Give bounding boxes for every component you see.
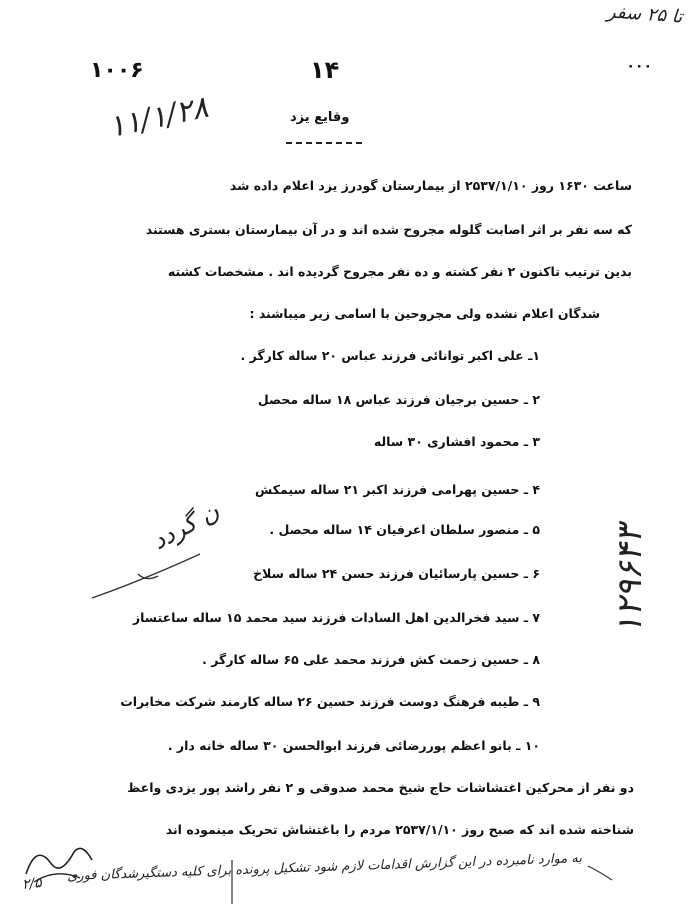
paragraph-line-4: شدگان اعلام نشده ولی مجروحین با اسامی زیر میباشند : [249, 306, 600, 321]
list-item-10: ۱۰ ـ بانو اعظم پوررضائی فرزند ابوالحسن ۳۰ ساله خانه دار . [167, 738, 540, 753]
paragraph-line-3: بدین ترتیب تاکنون ۲ نفر کشته و ده نفر مجروح گردیده اند . مشخصات کشته [167, 264, 632, 279]
title-underline [286, 142, 362, 144]
document-number-right: ۰۰۰ [626, 58, 652, 74]
paragraph-line-2: که سه نفر بر اثر اصابت گلوله مجروح شده اند و در آن بیمارستان بستری هستند [145, 222, 632, 237]
list-item-2: ۲ ـ حسین برجیان فرزند عباس ۱۸ ساله محصل [257, 392, 540, 407]
corner-handwritten-note: تا ۲۵ سفر [605, 1, 683, 28]
list-item-3: ۳ ـ محمود افشاری ۳۰ ساله [373, 434, 540, 449]
margin-handwritten-note: ن گردد [147, 496, 224, 556]
page-number: ۱۴ [310, 56, 340, 84]
list-item-1: ۱ـ علی اکبر توانائی فرزند عباس ۲۰ ساله کارگر . [240, 348, 540, 363]
list-item-4: ۴ ـ حسین پهرامی فرزند اکبر ۲۱ ساله سیمکش [255, 482, 540, 497]
list-item-6: ۶ ـ حسین پارسائیان فرزند حسن ۲۴ ساله سلاخ [253, 566, 540, 581]
margin-pen-stroke [88, 548, 208, 608]
document-title: وقایع یزد [290, 110, 350, 125]
list-item-9: ۹ ـ طیبه فرهنگ دوست فرزند حسین ۲۶ ساله کارمند شرکت مخابرات [120, 694, 540, 709]
signature-date: ۲/۵ [21, 875, 43, 893]
paragraph-line-1: ساعت ۱۶۳۰ روز ۲۵۳۷/۱/۱۰ از بیمارستان گودرز یزد اعلام داده شد [229, 178, 632, 193]
list-item-7: ۷ ـ سید فخرالدین اهل السادات فرزند سید محمد ۱۵ ساله ساعتساز [132, 610, 540, 625]
footer-handwritten-instruction: به موارد نامبرده در این گزارش اقدامات لازم شود تشکیل پرونده برای کلیه دستگیرشدگان فوری [66, 851, 583, 884]
closing-line-1: دو نفر از محرکین اغتشاشات حاج شیخ محمد صدوقی و ۲ نفر راشد پور یزدی واعظ [127, 780, 634, 795]
document-number: ۱۰۰۶ [90, 58, 144, 83]
footer-bracket-lines [0, 832, 700, 912]
closing-line-2: شناخته شده اند که صبح روز ۲۵۳۷/۱/۱۰ مردم را باغتشاش تحریک مینموده اند [165, 822, 634, 837]
handwritten-date: ۱۱/۱/۲۸ [105, 89, 212, 146]
margin-reference-number: ۱۲۹۶۴۳ [609, 525, 650, 635]
list-item-5: ۵ ـ منصور سلطان اعرفیان ۱۴ ساله محصل . [269, 522, 540, 537]
list-item-8: ۸ ـ حسین زحمت کش فرزند محمد علی ۶۵ ساله کارگر . [202, 652, 540, 667]
